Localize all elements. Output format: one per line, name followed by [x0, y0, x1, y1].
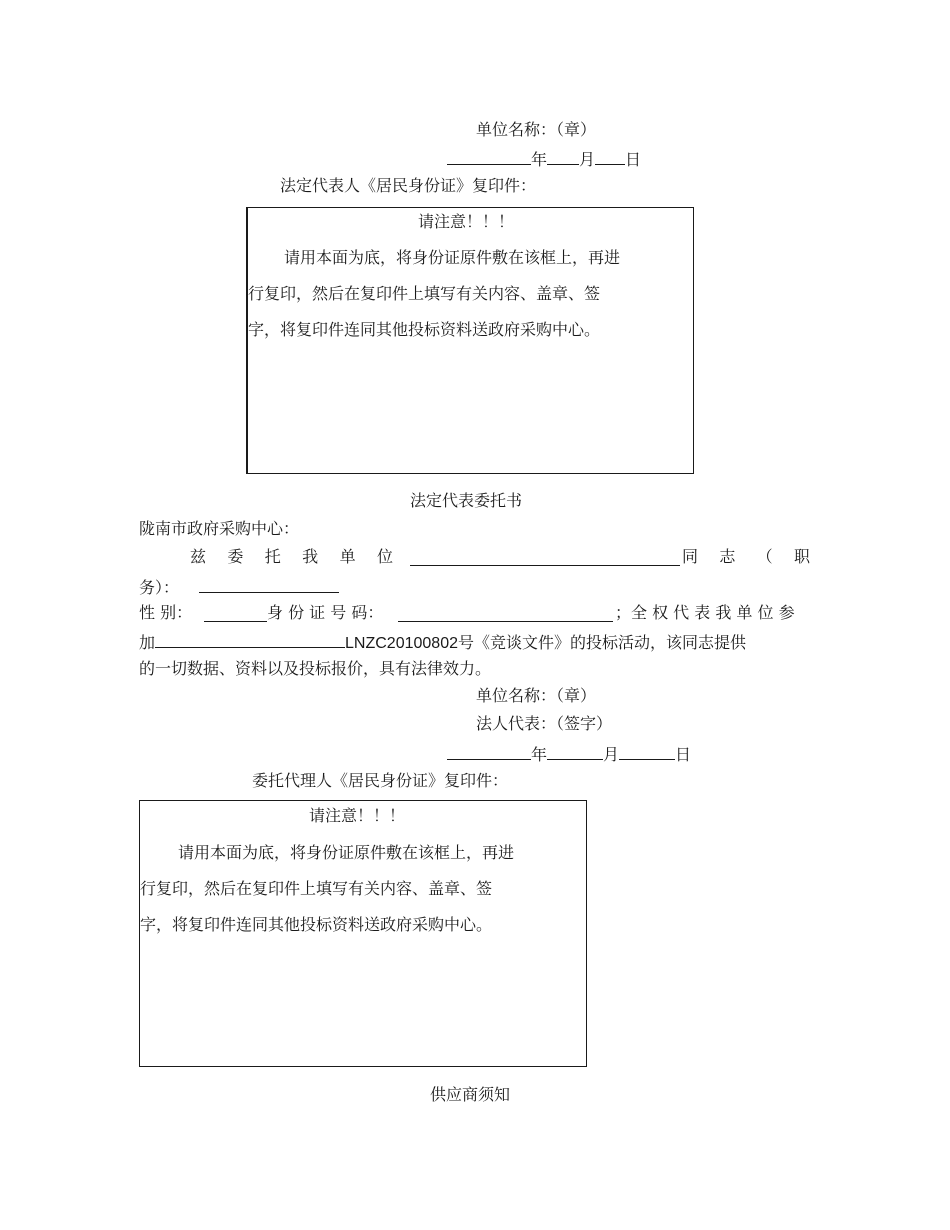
- legal-rep-id-copy-label: 法定代表人《居民身份证》复印件：: [280, 176, 537, 195]
- month-label: 月: [579, 150, 596, 169]
- join-line: [139, 631, 746, 654]
- notice-line-3: 字，将复印件连同其他投标资料送政府采购中心。: [140, 915, 493, 934]
- represent-text: ；全 权 代 表 我 单 位 参: [615, 603, 795, 622]
- id-number-label: 身 份 证 号 码：: [267, 603, 384, 622]
- notice-line-1: 请用本面为底，将身份证原件敷在该框上，再进: [178, 843, 515, 862]
- notice-line-2: 行复印，然后在复印件上填写有关内容、盖章、签: [248, 284, 601, 303]
- entrust-line: [190, 547, 810, 567]
- duty-line: [139, 576, 339, 598]
- month-blank: [547, 148, 579, 165]
- auth-month-blank: [547, 743, 603, 760]
- entrust-text: 兹 委 托 我 单 位: [190, 547, 393, 566]
- day-blank: [595, 148, 625, 165]
- gender-blank: [204, 605, 267, 622]
- agent-id-copy-label: 委托代理人《居民身份证》复印件：: [252, 771, 509, 790]
- duty-label: 务）：: [139, 578, 180, 597]
- auth-unit-name-seal: 单位名称：（章）: [476, 686, 597, 705]
- gender-label: 性 别：: [139, 603, 193, 622]
- join-label: 加: [139, 633, 156, 652]
- project-blank: [155, 631, 345, 648]
- date-line: [447, 148, 641, 170]
- authorization-heading: 法定代表委托书: [410, 491, 523, 510]
- unit-name-seal: 单位名称：（章）: [476, 120, 597, 139]
- auth-year-blank: [447, 743, 531, 760]
- notice-line-1: 请用本面为底，将身份证原件敷在该框上，再进: [284, 248, 621, 267]
- tongzhi-text: 同 志 （ 职: [682, 547, 810, 566]
- notice-title: 请注意！！！: [418, 212, 515, 231]
- auth-day-blank: [619, 743, 675, 760]
- validity-text: 的一切数据、资料以及投标报价，具有法律效力。: [139, 659, 492, 678]
- auth-date-line: [447, 743, 691, 765]
- year-blank: [447, 148, 531, 165]
- unit-name-blank: [410, 549, 680, 566]
- notice-title: 请注意！！！: [309, 806, 406, 825]
- id-copy-box-legal-rep: [246, 207, 694, 474]
- notice-line-3: 字，将复印件连同其他投标资料送政府采购中心。: [248, 320, 601, 339]
- id-copy-box-agent: [139, 800, 587, 1067]
- addressee: 陇南市政府采购中心：: [139, 519, 300, 538]
- notice-line-2: 行复印，然后在复印件上填写有关内容、盖章、签: [140, 879, 493, 898]
- auth-day-label: 日: [675, 745, 692, 764]
- gender-id-line: [139, 603, 811, 623]
- auth-month-label: 月: [603, 745, 620, 764]
- id-number-blank: [398, 605, 613, 622]
- duty-blank: [199, 576, 339, 593]
- day-label: 日: [625, 150, 642, 169]
- doc-text: 号《竞谈文件》的投标活动，该同志提供: [457, 633, 746, 652]
- doc-number: LNZC20100802: [345, 635, 458, 652]
- supplier-notice-heading: 供应商须知: [430, 1085, 511, 1104]
- legal-rep-signature: 法人代表：（签字）: [476, 714, 613, 733]
- year-label: 年: [531, 150, 548, 169]
- auth-year-label: 年: [531, 745, 548, 764]
